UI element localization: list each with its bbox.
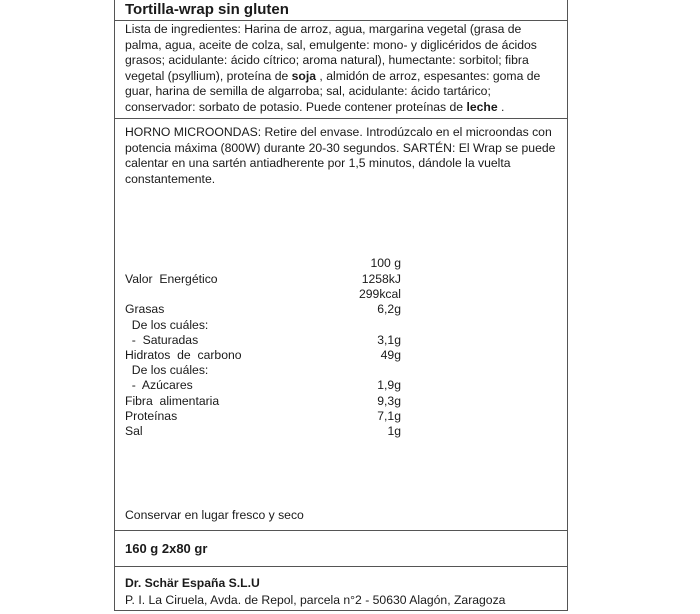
- nutrition-label: Hidratos de carbono: [125, 348, 242, 362]
- nutrition-value: 6,2g: [377, 302, 401, 317]
- nutrition-row: [125, 378, 425, 393]
- nutrition-value: 49g: [380, 348, 401, 362]
- nutrition-row: [125, 348, 425, 363]
- nutrition-row: [125, 363, 425, 378]
- nutrition-label: Fibra alimentaria: [125, 393, 220, 408]
- nutrition-label: Grasas: [125, 302, 165, 317]
- nutrition-header: 100 g: [370, 256, 401, 270]
- label-panel: [114, 0, 568, 611]
- nutrition-label: De los cuáles:: [125, 363, 209, 378]
- nutrition-label: - Saturadas: [125, 332, 199, 347]
- manufacturer-address: P. I. La Ciruela, Avda. de Repol, parcela n°2 - 50630 Alagón, Zaragoza: [125, 593, 506, 607]
- divider: [115, 20, 567, 21]
- ingredients-text-2: , almidón de arroz, espesantes: goma de guar, harina de semilla de algarroba; sal, acidulante: ácido tartárico; conservador: sorbato de potasio. Puede contener proteínas de: [125, 68, 541, 114]
- ingredients-list: [125, 22, 561, 116]
- nutrition-value: 9,3g: [377, 393, 401, 408]
- nutrition-row: [125, 302, 425, 317]
- allergen-leche: leche: [466, 99, 498, 114]
- product-title: Tortilla-wrap sin gluten: [125, 1, 289, 18]
- nutrition-row: [125, 409, 425, 424]
- nutrition-label: - Azúcares: [125, 378, 193, 393]
- net-weight: 160 g 2x80 gr: [125, 541, 208, 556]
- nutrition-header-row: [125, 256, 425, 271]
- ingredients-text-3: .: [497, 99, 505, 114]
- nutrition-value: 1,9g: [377, 378, 401, 393]
- divider: [115, 118, 567, 119]
- divider: [115, 566, 567, 567]
- nutrition-row: [125, 318, 425, 333]
- ingredients-text-1: Lista de ingredientes: Harina de arroz, agua, margarina vegetal (grasa de palma, agua, aceite de colza, sal, emulgente: mono- y diglicéridos de ácidos grasos; acidulante: ácido cítrico; aroma natural), humectante: sorbitol; fibra vegetal (psyllium), proteína de: [125, 22, 537, 83]
- nutrition-label: Valor Energético: [125, 272, 218, 286]
- nutrition-value: 3,1g: [377, 332, 401, 347]
- divider: [115, 530, 567, 531]
- nutrition-value: 1g: [387, 424, 401, 438]
- nutrition-value: 1258kJ: [361, 272, 401, 286]
- preparation-instructions: HORNO MICROONDAS: Retire del envase. Introdúzcalo en el microondas con potencia máxima (800W) durante 20-30 segundos. SARTÉN: El Wrap se puede calentar en una sartén antiadherente por 1,5 minutos, dándole la vuelta constantemente.: [125, 125, 556, 186]
- nutrition-label: De los cuáles:: [125, 317, 209, 332]
- nutrition-value: 7,1g: [377, 408, 401, 423]
- nutrition-row: [125, 424, 425, 439]
- allergen-soja: soja: [291, 68, 317, 83]
- nutrition-row: [125, 287, 425, 302]
- manufacturer-name: Dr. Schär España S.L.U: [125, 576, 260, 590]
- storage-instructions: Conservar en lugar fresco y seco: [125, 508, 304, 522]
- nutrition-row: [125, 394, 425, 409]
- nutrition-row: [125, 272, 425, 287]
- nutrition-row: [125, 333, 425, 348]
- nutrition-value: 299kcal: [358, 287, 401, 302]
- nutrition-label: Proteínas: [125, 408, 178, 423]
- nutrition-label: Sal: [125, 424, 143, 438]
